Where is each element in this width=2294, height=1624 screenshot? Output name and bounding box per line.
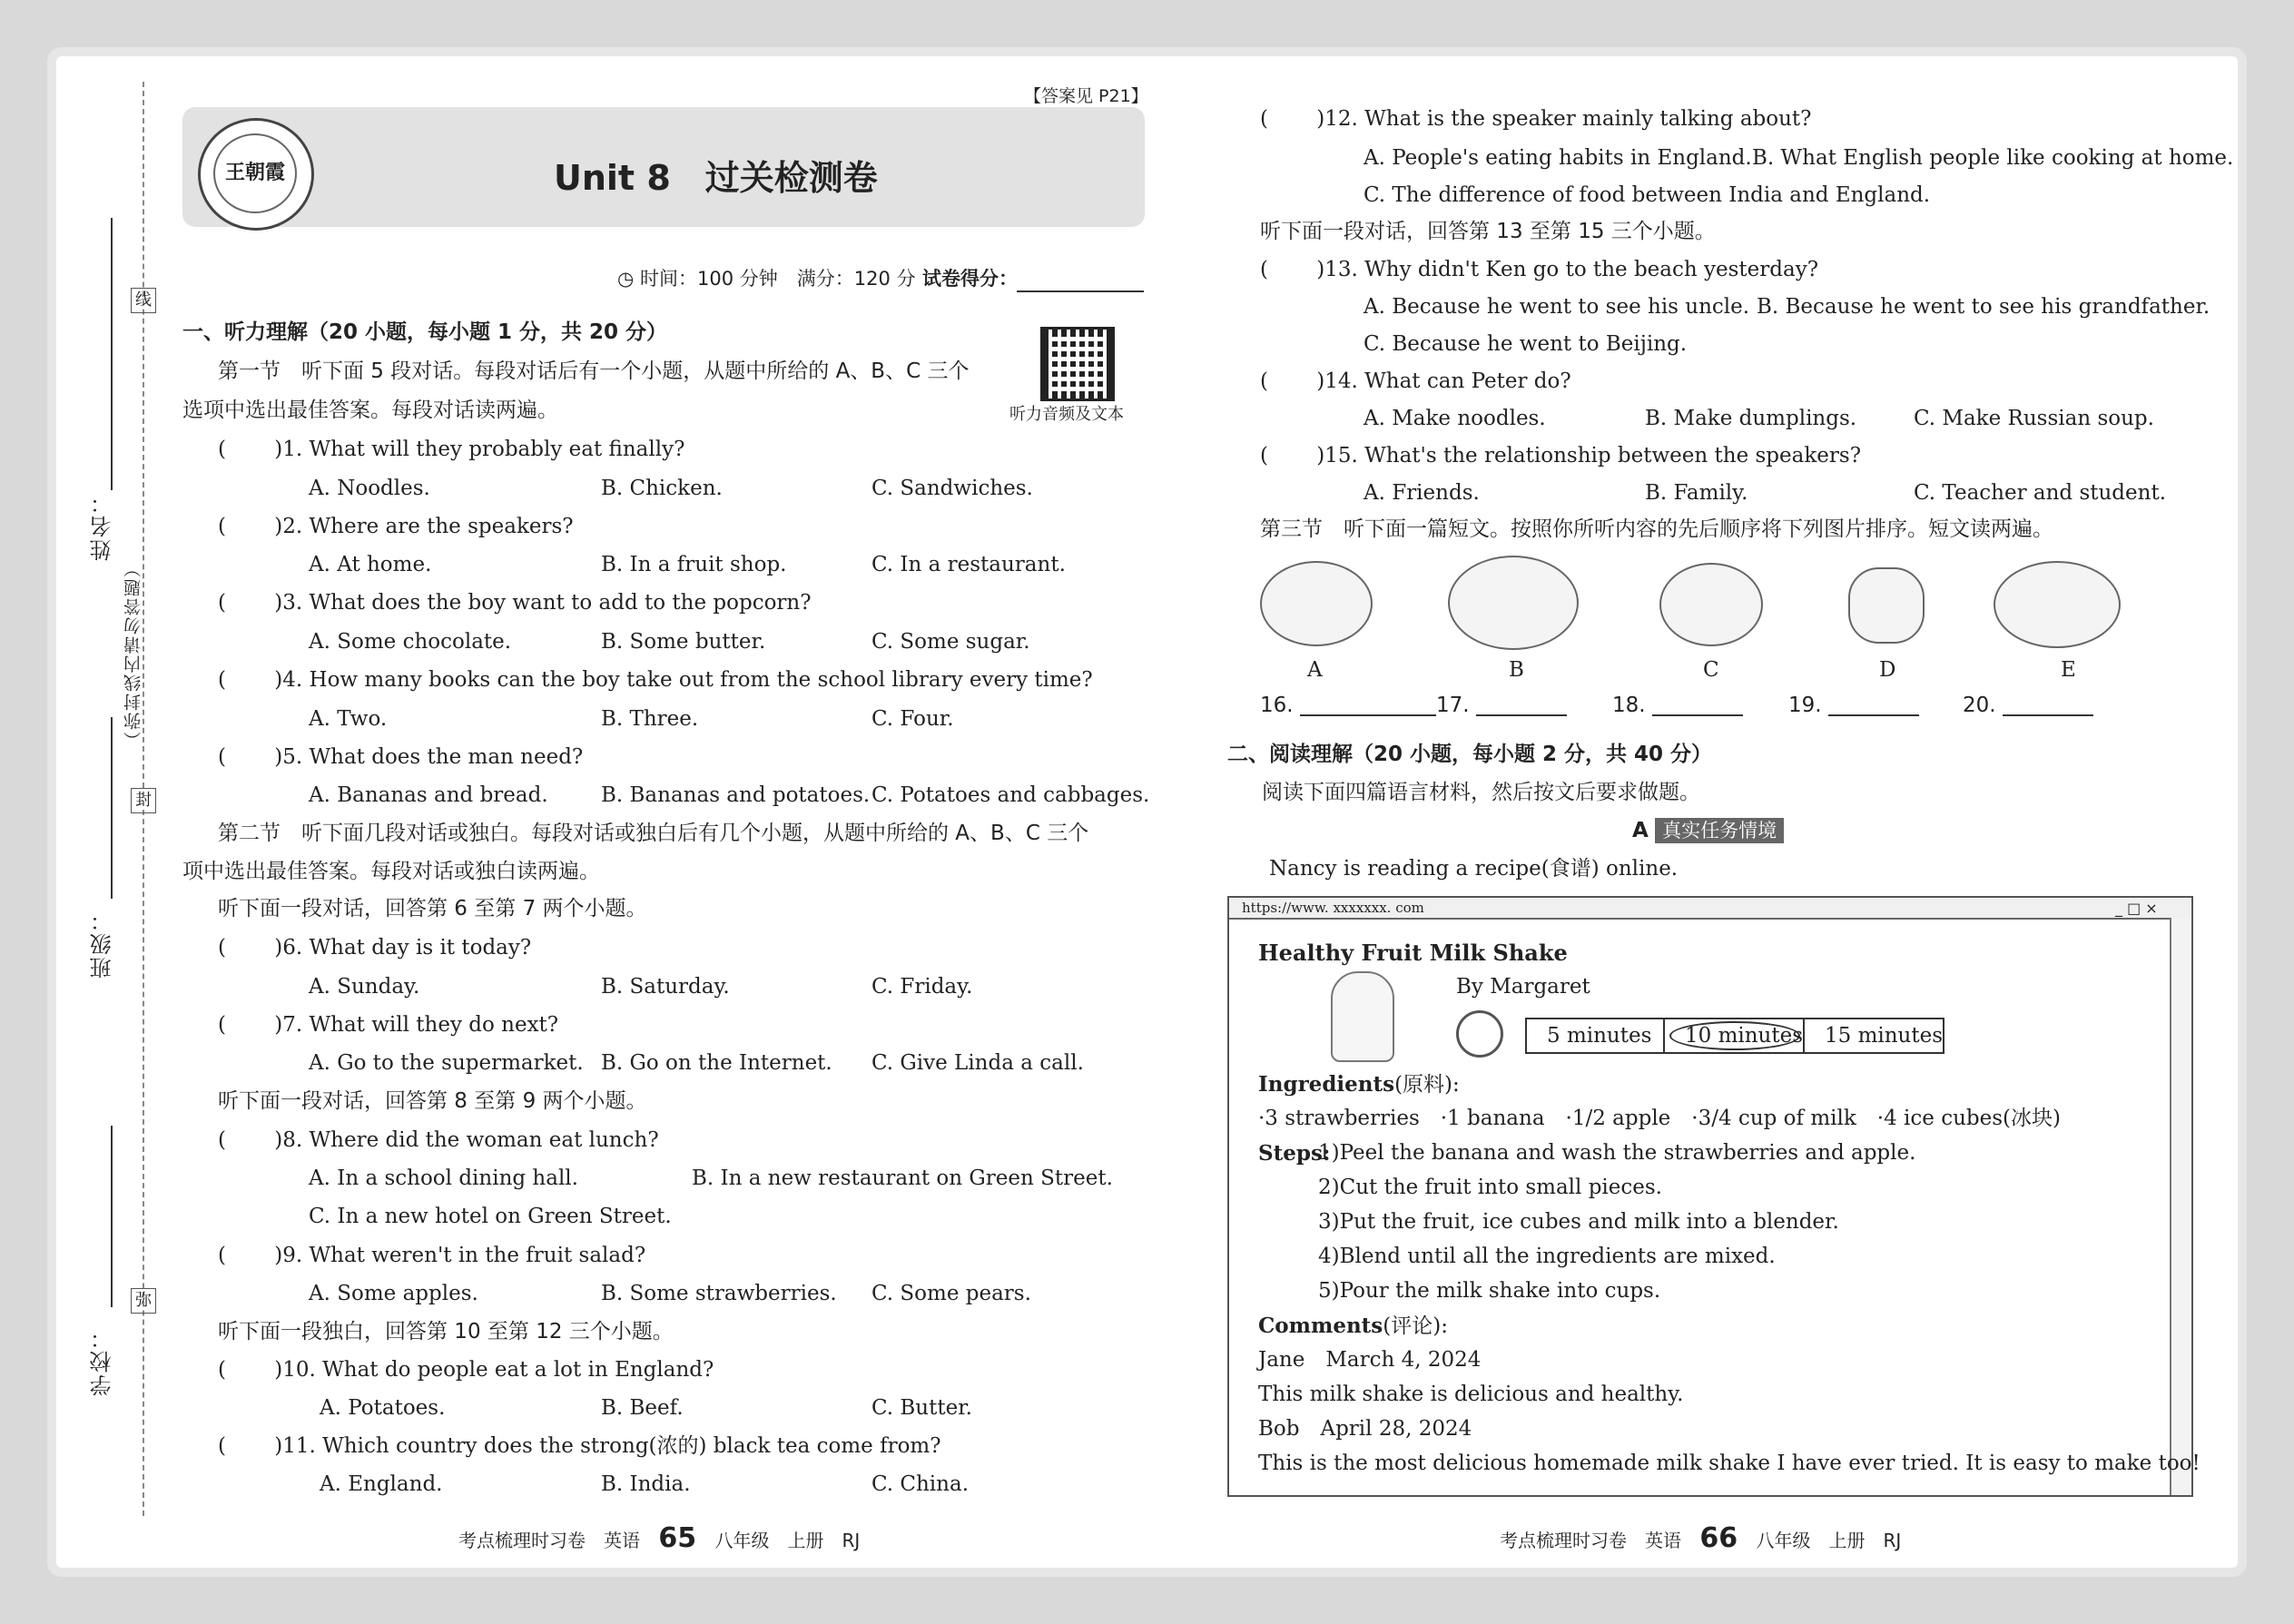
picture-c-tomato [1659, 563, 1763, 646]
q1-option-c: C. Sandwiches. [871, 477, 1033, 500]
comments-heading [1258, 1315, 1448, 1337]
q9-option-b: B. Some strawberries. [601, 1282, 837, 1305]
q4-option-b: B. Three. [601, 707, 699, 731]
picture-label-e: E [2061, 658, 2076, 682]
question-1: ( )1. What will they probably eat finally? [218, 438, 685, 461]
q3-option-a: A. Some chocolate. [309, 630, 512, 654]
blank-20-label: 20. [1963, 694, 1996, 717]
blank-20-line[interactable] [2003, 696, 2093, 716]
window-controls[interactable]: _ □ × [2115, 900, 2158, 917]
score-blank[interactable] [1017, 290, 1144, 292]
q1-option-a: A. Noodles. [309, 477, 430, 500]
question-12: ( )12. What is the speaker mainly talking about? [1260, 107, 1812, 131]
comments-cn: (评论): [1383, 1314, 1448, 1338]
q14-option-a: A. Make noodles. [1364, 407, 1546, 430]
q11-option-a: A. England. [320, 1472, 443, 1496]
q15-option-c: C. Teacher and student. [1914, 481, 2167, 505]
passage-a-label: A [1632, 819, 1649, 842]
intro-q6-7: 听下面一段对话，回答第 6 至第 7 两个小题。 [218, 897, 647, 920]
page-title: Unit 8 过关检测卷 [554, 158, 878, 198]
question-4: ( )4. How many books can the boy take out from the school library every time? [218, 668, 1093, 692]
answer-blank-16 [1260, 695, 1436, 716]
q7-option-a: A. Go to the supermarket. [309, 1051, 584, 1075]
picture-a-bread [1260, 561, 1373, 646]
blank-17-label: 17. [1436, 694, 1470, 717]
q2-option-b: B. In a fruit shop. [601, 553, 787, 576]
clock-icon [1456, 1010, 1503, 1058]
q5-option-b: B. Bananas and potatoes. [601, 783, 871, 807]
seal-note: （弥封线内请勿答题） [123, 558, 143, 749]
passage-a-lead: Nancy is reading a recipe(食谱) online. [1269, 857, 1679, 881]
footer-left [458, 1522, 861, 1554]
steps-label: Steps: [1258, 1141, 1331, 1166]
answer-blank-19 [1788, 695, 1919, 716]
q4-option-a: A. Two. [309, 707, 388, 731]
picture-label-d: D [1879, 658, 1896, 682]
passage-a-heading [1632, 821, 1784, 842]
part1-heading: 一、听力理解（20 小题，每小题 1 分，共 20 分） [182, 320, 668, 344]
q15-option-a: A. Friends. [1364, 481, 1480, 505]
comment-2-text: This is the most delicious homemade milk shake I have ever tried. It is easy to make too! [1258, 1452, 2200, 1475]
intro-q8-9: 听下面一段对话，回答第 8 至第 9 两个小题。 [218, 1089, 647, 1113]
q15-option-b: B. Family. [1645, 481, 1748, 505]
question-11: ( )11. Which country does the strong(浓的) black tea come from? [218, 1434, 941, 1458]
page-number-right: 66 [1699, 1522, 1738, 1554]
q12-option-c: C. The difference of food between India and England. [1364, 183, 1931, 207]
blank-18-line[interactable] [1652, 696, 1743, 716]
class-line [111, 717, 113, 899]
qr-label: 听力音频及文本 [1009, 405, 1124, 424]
blank-16-line[interactable] [1300, 696, 1436, 716]
answer-blank-17 [1436, 695, 1567, 716]
q2-option-a: A. At home. [309, 553, 432, 576]
footer-right-grade: 八年级 上册 RJ [1756, 1530, 1902, 1551]
step-2: 2)Cut the fruit into small pieces. [1318, 1176, 1662, 1199]
q10-option-a: A. Potatoes. [320, 1396, 446, 1420]
comment-1-author: Jane March 4, 2024 [1258, 1348, 1482, 1372]
passage-a-tag: 真实任务情境 [1655, 818, 1784, 843]
q4-option-c: C. Four. [871, 707, 954, 731]
q14-option-c: C. Make Russian soup. [1914, 407, 2154, 430]
question-8: ( )8. Where did the woman eat lunch? [218, 1128, 659, 1152]
picture-label-b: B [1509, 658, 1524, 682]
q10-option-b: B. Beef. [601, 1396, 684, 1420]
part2-heading: 二、阅读理解（20 小题，每小题 2 分，共 40 分） [1227, 743, 1713, 766]
time-option-15[interactable]: 15 minutes [1825, 1024, 1944, 1048]
blank-19-line[interactable] [1828, 696, 1919, 716]
q10-option-c: C. Butter. [871, 1396, 972, 1420]
question-6: ( )6. What day is it today? [218, 936, 532, 960]
question-14: ( )14. What can Peter do? [1260, 369, 1571, 393]
question-2: ( )2. Where are the speakers? [218, 515, 574, 538]
blank-16-label: 16. [1260, 694, 1294, 717]
q11-option-c: C. China. [871, 1472, 970, 1496]
time-option-10[interactable]: 10 minutes [1685, 1024, 1804, 1048]
seal-char-xian: 线 [131, 288, 156, 313]
q2-option-c: C. In a restaurant. [871, 553, 1066, 576]
q7-option-c: C. Give Linda a call. [871, 1051, 1084, 1075]
question-15: ( )15. What's the relationship between the speakers? [1260, 444, 1862, 468]
q13-option-c: C. Because he went to Beijing. [1364, 332, 1688, 356]
time-divider-2 [1803, 1019, 1805, 1052]
q13-option-a: A. Because he went to see his uncle. [1364, 295, 1750, 319]
blank-17-line[interactable] [1476, 696, 1567, 716]
intro-q13-15: 听下面一段对话，回答第 13 至第 15 三个小题。 [1260, 220, 1716, 243]
q5-option-c: C. Potatoes and cabbages. [871, 783, 1150, 807]
q8-option-a: A. In a school dining hall. [309, 1166, 578, 1190]
intro-q10-12: 听下面一段独白，回答第 10 至第 12 三个小题。 [218, 1320, 674, 1343]
qr-code[interactable] [1040, 327, 1115, 401]
question-5: ( )5. What does the man need? [218, 745, 584, 769]
footer-right-text: 考点梳理时习卷 英语 [1500, 1530, 1681, 1551]
comment-1-text: This milk shake is delicious and healthy. [1258, 1383, 1684, 1406]
section2-instructions-1: 第二节 听下面几段对话或独白。每段对话或独白后有几个小题，从题中所给的 A、B、C 三个 [218, 822, 1089, 845]
question-10: ( )10. What do people eat a lot in England? [218, 1358, 714, 1382]
cooking-time-options [1525, 1018, 1944, 1054]
publisher-logo [198, 118, 314, 231]
question-13: ( )13. Why didn't Ken go to the beach yesterday? [1260, 258, 1819, 281]
footer-right [1500, 1522, 1902, 1554]
picture-e-dumplings [1994, 561, 2121, 648]
section3-instructions: 第三节 听下面一篇短文。按照你所听内容的先后顺序将下列图片排序。短文读两遍。 [1260, 517, 2053, 541]
q12-option-a: A. People's eating habits in England. [1364, 146, 1752, 170]
q6-option-a: A. Sunday. [309, 975, 420, 999]
comment-2-author: Bob April 28, 2024 [1258, 1417, 1472, 1441]
q11-option-b: B. India. [601, 1472, 691, 1496]
picture-label-a: A [1307, 658, 1323, 682]
q8-option-b: B. In a new restaurant on Green Street. [692, 1166, 1113, 1190]
q6-option-b: B. Saturday. [601, 975, 730, 999]
q13-option-b: B. Because he went to see his grandfather. [1757, 295, 2210, 319]
section2-instructions-2: 项中选出最佳答案。每段对话或独白读两遍。 [182, 860, 600, 883]
section1-instructions-2: 选项中选出最佳答案。每段对话读两遍。 [182, 399, 558, 422]
footer-left-grade: 八年级 上册 RJ [714, 1530, 861, 1551]
picture-d-strawberries [1848, 567, 1925, 644]
class-label: 班级： [90, 908, 115, 979]
question-7: ( )7. What will they do next? [218, 1013, 559, 1037]
picture-b-chicken [1448, 556, 1579, 650]
question-3: ( )3. What does the boy want to add to the popcorn? [218, 591, 812, 615]
picture-label-c: C [1703, 658, 1719, 682]
score-label: 试卷得分： [922, 268, 1018, 290]
q1-option-b: B. Chicken. [601, 477, 723, 500]
step-5: 5)Pour the milk shake into cups. [1318, 1279, 1661, 1303]
ingredients-cn: (原料): [1394, 1073, 1460, 1097]
logo-text: 王朝霞 [213, 133, 297, 213]
browser-url[interactable]: https://www. xxxxxxx. com [1242, 900, 1424, 916]
recipe-title: Healthy Fruit Milk Shake [1258, 940, 1568, 966]
q12-option-b: B. What English people like cooking at home. [1752, 146, 2234, 170]
part2-intro: 阅读下面四篇语言材料，然后按文后要求做题。 [1262, 781, 1700, 804]
q9-option-a: A. Some apples. [309, 1282, 478, 1305]
q3-option-b: B. Some butter. [601, 630, 766, 654]
q8-option-c: C. In a new hotel on Green Street. [309, 1205, 672, 1228]
recipe-author: By Margaret [1456, 975, 1590, 999]
section1-instructions-1: 第一节 听下面 5 段对话。每段对话后有一个小题，从题中所给的 A、B、C 三个 [218, 359, 970, 383]
q5-option-a: A. Bananas and bread. [309, 783, 548, 807]
q7-option-b: B. Go on the Internet. [601, 1051, 832, 1075]
comments-label: Comments [1258, 1314, 1383, 1338]
answer-blank-20 [1963, 695, 2093, 716]
step-1: 1)Peel the banana and wash the strawberries and apple. [1318, 1141, 1916, 1165]
time-option-5[interactable]: 5 minutes [1547, 1024, 1652, 1048]
name-line [111, 218, 113, 490]
ingredients-list: ·3 strawberries ·1 banana ·1/2 apple ·3/4 cup of milk ·4 ice cubes(冰块) [1258, 1107, 2061, 1130]
page-number-left: 65 [658, 1522, 697, 1554]
ingredients-label: Ingredients [1258, 1072, 1395, 1097]
step-4: 4)Blend until all the ingredients are mixed. [1318, 1245, 1776, 1268]
chef-illustration [1331, 971, 1394, 1062]
exam-meta: ◷ 时间：100 分钟 满分：120 分 [617, 268, 916, 290]
school-line [111, 1126, 113, 1307]
ingredients-heading [1258, 1074, 1460, 1096]
answer-reference: 【答案见 P21】 [1024, 86, 1148, 106]
footer-left-text: 考点梳理时习卷 英语 [458, 1530, 640, 1551]
q6-option-c: C. Friday. [871, 975, 973, 999]
question-9: ( )9. What weren't in the fruit salad? [218, 1244, 646, 1267]
q9-option-c: C. Some pears. [871, 1282, 1031, 1305]
time-divider-1 [1663, 1019, 1665, 1052]
name-label: 姓名： [90, 490, 115, 561]
seal-char-mi: 弥 [131, 1288, 156, 1314]
q14-option-b: B. Make dumplings. [1645, 407, 1857, 430]
browser-scrollbar[interactable] [2170, 918, 2191, 1495]
seal-char-feng: 封 [131, 788, 156, 813]
step-3: 3)Put the fruit, ice cubes and milk into a blender. [1318, 1210, 1839, 1234]
answer-blank-18 [1612, 695, 1743, 716]
q3-option-c: C. Some sugar. [871, 630, 1030, 654]
blank-18-label: 18. [1612, 694, 1646, 717]
school-label: 学校： [90, 1325, 115, 1396]
blank-19-label: 19. [1788, 694, 1822, 717]
